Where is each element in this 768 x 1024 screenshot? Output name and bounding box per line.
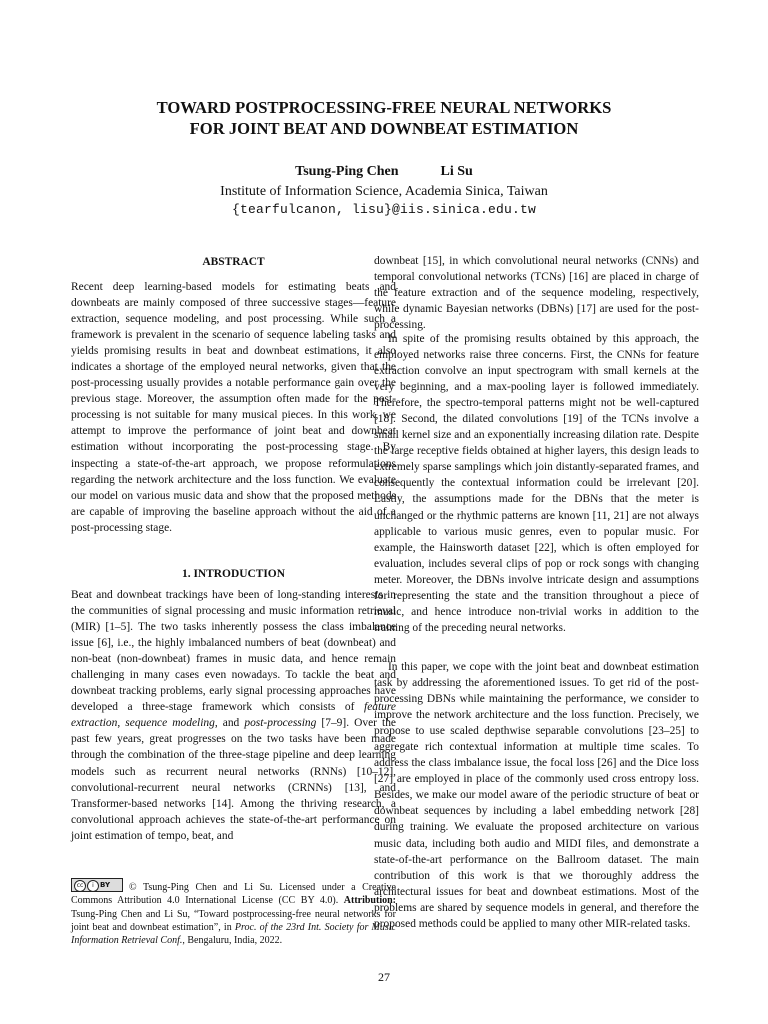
footnote-attribution-label: Attribution: — [343, 895, 396, 907]
abstract-text: Recent deep learning-based models for estimating beats and downbeats are mainly composed of three successive stages—feature extraction, sequence modeling, and post processing. While such a framework is prevalent in the scenario of sequence labeling tasks and yields promising results in beat and downbeat estimations, it also indicates a shortage of the employed neural networks, given that the post-processing usually provides a notable performance gain over the previous stage. Moreover, the assumption often made for the post-processing is not suitable for many musical pieces. In this work, we attempt to improve the performance of joint beat and downbeat estimation without incorporating the post-processing stage. By inspecting a state-of-the-art approach, we propose reformulations regarding the network architecture and the loss function. We evaluate our model on various music data and show that the proposed methods are capable of improving the baseline approach without the aid of a post-processing stage. — [71, 281, 396, 534]
title-line-1: TOWARD POSTPROCESSING-FREE NEURAL NETWORKS — [156, 98, 612, 117]
footnote-text: Tsung-Ping Chen and Li Su, “Toward postprocessing-free neural networks for joint beat and downbeat estimation”, in — [71, 908, 396, 933]
intro-text: , — [117, 717, 126, 730]
section-heading-introduction: 1. INTRODUCTION — [182, 568, 285, 580]
creative-commons-badge — [71, 878, 123, 892]
paper-title — [60, 97, 708, 139]
footnote-text: , Bengaluru, India, 2022. — [182, 935, 283, 947]
person-icon: i — [87, 880, 99, 892]
title-line-2: FOR JOINT BEAT AND DOWNBEAT ESTIMATION — [189, 119, 579, 138]
abstract-heading: ABSTRACT — [202, 256, 265, 268]
author-name: Tsung-Ping Chen — [295, 164, 399, 179]
intro-emphasis: post-processing — [244, 717, 317, 730]
email-address: {tearfulcanon, lisu}@iis.sinica.edu.tw — [231, 202, 537, 217]
intro-text: [7–9]. Over the past few years, great progresses on the two tasks have been made through the combination of the three-stage pipeline and deep learning models such as recurrent neural networks (RNNs) [10–12], convolutional-recurrent neural networks (CRNNs) [13], and Transformer-based networks [14]. Among the thriving research, a convolutional approach achieves the state-of-the-art performance on joint estimation of tempo, beat, and — [71, 717, 397, 842]
cc-icon: cc — [74, 880, 86, 892]
page-number: 27 — [378, 970, 390, 984]
footnote-text: © Tsung-Ping Chen and Li Su. Licensed under a Creative Commons Attribution 4.0 International License (CC BY 4.0). — [71, 882, 396, 907]
footnote-proceedings: Proc. of the 23rd Int. Society for Music Information Retrieval Conf. — [71, 921, 396, 947]
intro-paragraph — [71, 587, 396, 844]
footnote — [71, 878, 396, 947]
intro-text: Beat and downbeat trackings have been of long-standing interests in the communities of signal processing and music information retrieval (MIR) [1–5]. The two tasks inherently possess the class imbalance issue [6], i.e., the highly imbalanced numbers of beat (downbeat) and non-beat (non-downbeat) frames in music data, and hence remain challenging in many cases even nowadays. To tackle the beat and downbeat tracking problems, early signal processing approaches have developed a three-stage framework which consists of — [71, 589, 396, 714]
affiliation: Institute of Information Science, Academia Sinica, Taiwan — [220, 184, 548, 199]
intro-emphasis: sequence modeling — [125, 717, 215, 730]
intro-text: , and — [214, 717, 245, 730]
body-paragraph: downbeat [15], in which convolutional neural networks (CNNs) and temporal convolutional networks (TCNs) [16] are placed in charge of the feature extraction and of the sequence modeling, respectively, while dynamic Bayesian networks (DBNs) [17] are used for the post-processing. — [374, 255, 699, 332]
body-paragraph: In spite of the promising results obtained by this approach, the employed networks raise three concerns. First, the CNNs for feature extraction convolve an input spectrogram with small kernels at the very beginning, and a max-pooling layer is followed immediately. Therefore, the spectro-temporal patterns might not be well-captured [18]. Second, the dilated convolutions [19] of the TCNs involve a small kernel size and an exponentially increasing dilation rate. Despite the large receptive fields obtained at higher layers, this design leads to extremely sparse samplings which join distantly-separated frames, and consequently the contextual information could be irrelevant [20]. Lastly, the assumptions made for the DBNs that the meter is unchanged or the rhythmic patterns are known [11, 21] are not always applicable to various music genres, even to popular music. For example, the Hainsworth dataset [22], which is often employed for evaluation, includes several clips of pop or rock songs with changing meter. Moreover, the DBNs involve intricate design and assumptions for representing the state and the transition throughout a piece of music, and hence introduce non-trivial works in addition to the training of the preceding neural networks. — [374, 333, 699, 634]
cc-badge-label: BY — [100, 881, 111, 889]
author-name: Li Su — [440, 164, 473, 179]
intro-emphasis: feature extraction — [71, 701, 396, 730]
body-paragraph: In this paper, we cope with the joint beat and downbeat estimation task by addressing the aforementioned issues. To get rid of the post-processing DBNs while maintaining the performance, we consider to improve the network architecture and the loss function. Precisely, we propose to use scaled depthwise separable convolutions [23–25] to aggregate rich contextual information at multiple time scales. To address the class imbalance issue, the focal loss [26] and the Dice loss [27] are employed in place of the commonly used cross entropy loss. Besides, we make our model aware of the periodic structure of beat or downbeat sequences by including a label embedding network [28] during training. We evaluate the proposed architecture on various music data, including both audio and MIDI files, and demonstrate a state-of-the-art performance on the Ballroom dataset. The main contribution of this work is that we thoroughly address the architectural issues for beat and downbeat estimations. Most of the problems are shared by sequence models in general, and therefore the proposed methods could be applied to many other MIR-related tasks. — [374, 661, 699, 930]
author-list — [60, 163, 708, 181]
